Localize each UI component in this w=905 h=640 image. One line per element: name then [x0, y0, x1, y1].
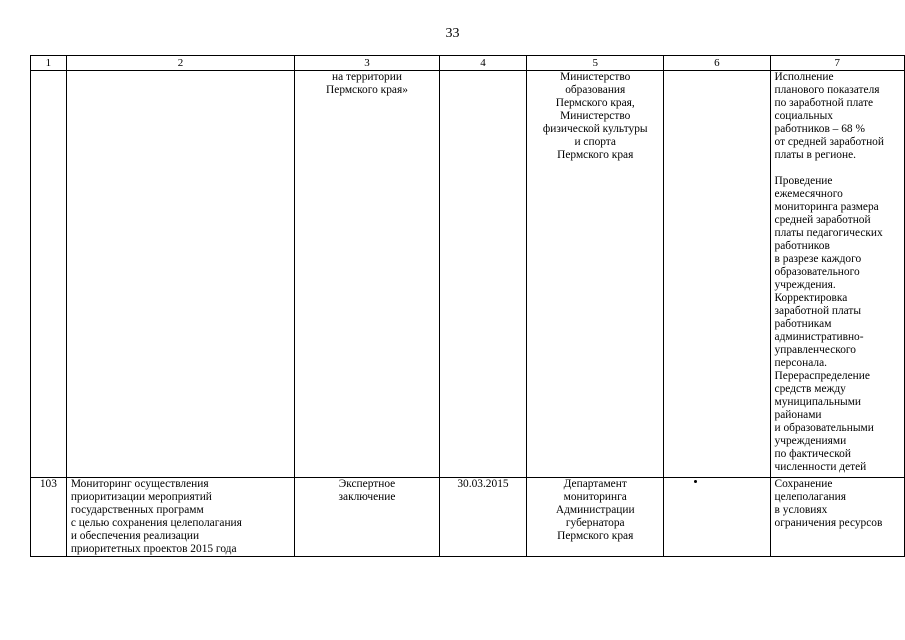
- header-col-5: 5: [527, 56, 664, 71]
- cell-col6: [664, 71, 770, 478]
- cell-deadline: 30.03.2015: [439, 478, 526, 557]
- cell-col6: [664, 478, 770, 557]
- scan-speck: [694, 480, 697, 483]
- header-col-7: 7: [770, 56, 904, 71]
- table-header-row: [31, 56, 905, 71]
- header-col-3: 3: [295, 56, 440, 71]
- header-col-2: 2: [66, 56, 294, 71]
- cell-deadline: [439, 71, 526, 478]
- cell-description: Исполнение планового показателя по заработной плате социальных работников – 68 % от средней заработной платы в регионе. Проведение ежемесячного мониторинга размера средней заработной платы педагогических работников в разрезе каждого образовательного учреждения. Корректировка заработной платы работникам административно- управленческого персонала. Перераспределение средств между муниципальными районами и образовательными учреждениями по фактической численности детей: [770, 71, 904, 478]
- header-col-6: 6: [664, 56, 770, 71]
- cell-number: [31, 71, 67, 478]
- cell-number: 103: [31, 478, 67, 557]
- page-number: 33: [445, 26, 460, 41]
- cell-result-form: Экспертное заключение: [295, 478, 440, 557]
- header-col-1: 1: [31, 56, 67, 71]
- table-row: [31, 71, 905, 478]
- header-col-4: 4: [439, 56, 526, 71]
- document-table: [30, 55, 905, 557]
- cell-description: Сохранение целеполагания в условиях ограничения ресурсов: [770, 478, 904, 557]
- table-row: [31, 478, 905, 557]
- cell-result-form: на территории Пермского края»: [295, 71, 440, 478]
- cell-activity: [66, 71, 294, 478]
- cell-activity: Мониторинг осуществления приоритизации мероприятий государственных программ с целью сохранения целеполагания и обеспечения реализации приоритетных проектов 2015 года: [66, 478, 294, 557]
- cell-responsible: Департамент мониторинга Администрации губернатора Пермского края: [527, 478, 664, 557]
- cell-responsible: Министерство образования Пермского края, Министерство физической культуры и спорта Пермского края: [527, 71, 664, 478]
